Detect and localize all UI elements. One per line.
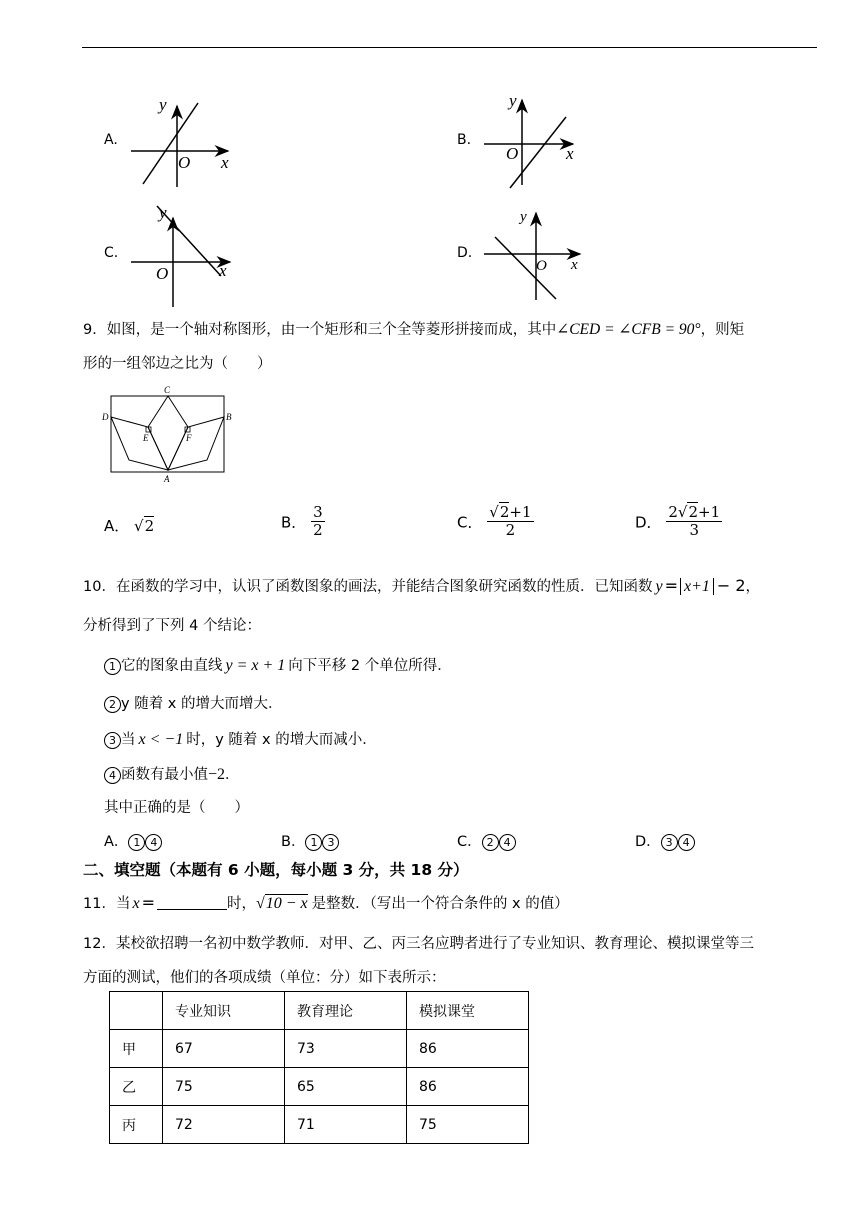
option-letter: A． <box>104 834 129 850</box>
circled-number: 2 <box>104 696 121 713</box>
circled-number: 1 <box>305 834 322 851</box>
q11-answer-blank[interactable] <box>157 895 227 910</box>
table-cell: 72 <box>163 1106 285 1144</box>
x-label: x <box>571 257 578 273</box>
left-rhombus <box>111 417 168 470</box>
option-d-letter: D. <box>457 245 473 261</box>
circled-number: 1 <box>128 834 145 851</box>
option-letter: A． <box>104 517 130 535</box>
origin-label: O <box>156 264 169 283</box>
origin-label: O <box>506 144 519 163</box>
table-cell: 丙 <box>110 1106 163 1144</box>
q9-stem-line1 <box>83 318 744 339</box>
x-label: x <box>221 153 229 172</box>
graph-option-a <box>125 90 245 195</box>
table-row <box>110 1068 529 1106</box>
func-eq: = <box>664 576 678 595</box>
q10-conclusion-1 <box>104 654 452 675</box>
q9-figure <box>100 383 240 483</box>
table-header-cell: 教育理论 <box>285 992 407 1030</box>
q9-option-c: C． $\frac{√2+1}{2}$ <box>457 503 532 540</box>
q10-stem-line1 <box>83 575 760 596</box>
c3-expr: x < −1 <box>138 731 184 748</box>
circled-number: 3 <box>661 834 678 851</box>
q12-stem-line1: 12．某校欲招聘一名初中数学教师．对甲、乙、丙三名应聘者进行了专业知识、教育理论、模拟课堂等三 <box>83 936 754 952</box>
circled-number: 3 <box>322 834 339 851</box>
func-y: y <box>655 578 663 595</box>
option-a-letter: A. <box>104 132 118 148</box>
q9-option-b <box>281 504 325 540</box>
graph-option-d <box>480 205 590 303</box>
circled-number: 4 <box>678 834 695 851</box>
q9-text: 9．如图，是一个轴对称图形，由一个矩形和三个全等菱形拼接而成，其中 <box>83 322 557 338</box>
q11-text-mid: 时， <box>226 896 256 912</box>
c4-text: 函数有最小值 <box>121 767 208 783</box>
table-header-cell: 模拟课堂 <box>407 992 529 1030</box>
q12-stem-line2: 方面的测试，他们的各项成绩（单位：分）如下表所示： <box>83 970 446 986</box>
c2-text: y 随着 x 的增大而增大． <box>121 696 283 712</box>
q9-condition: ∠CED = ∠CFB = 90° <box>556 321 701 338</box>
option-b-letter: B. <box>457 132 472 148</box>
func-abs: x+1 <box>680 578 714 595</box>
label-c: C <box>164 385 171 395</box>
q11-stem: 11．当 x = 时，√10 − x 是整数．（写出一个符合条件的 x 的值） <box>83 893 569 912</box>
circled-number: 4 <box>145 834 162 851</box>
c1-text-tail: 向下平移 2 个单位所得． <box>288 658 452 674</box>
x-label: x <box>566 144 574 163</box>
option-denominator: 2 <box>505 521 516 540</box>
option-letter: B． <box>281 513 307 532</box>
table-cell: 65 <box>285 1068 407 1106</box>
q9-text-tail: ，则矩 <box>700 322 745 338</box>
option-numerator-rest: +1 <box>509 503 532 521</box>
graph-option-b <box>480 88 590 193</box>
label-f: F <box>186 433 192 443</box>
func-comma: ， <box>745 579 761 595</box>
c4-text-tail: ． <box>225 767 240 783</box>
table-row <box>110 1106 529 1144</box>
table-cell: 86 <box>407 1030 529 1068</box>
q11-x: x <box>132 895 140 912</box>
label-a: A <box>164 474 170 483</box>
right-rhombus <box>168 417 224 470</box>
circled-number: 1 <box>104 658 121 675</box>
option-radicand: 2 <box>499 503 510 521</box>
page-header-rule <box>82 47 817 48</box>
rectangle <box>111 396 224 472</box>
c3-text-tail: 时，y 随着 x 的增大而减小． <box>186 732 377 748</box>
q10-conclusion-2 <box>104 692 283 713</box>
func-rest: − 2 <box>716 576 746 595</box>
c4-value: −2 <box>208 766 226 783</box>
q10-prompt: 其中正确的是（ ） <box>104 800 249 816</box>
table-cell: 73 <box>285 1030 407 1068</box>
c1-text: 它的图象由直线 <box>121 658 223 674</box>
option-letter: C． <box>457 834 482 850</box>
option-c-letter: C. <box>104 245 119 261</box>
table-row <box>110 1030 529 1068</box>
q11-eq: = <box>141 893 155 912</box>
q10-conclusion-4 <box>104 763 240 784</box>
circled-number: 4 <box>499 834 516 851</box>
x-label: x <box>219 261 227 280</box>
option-numerator: 3 <box>313 503 323 521</box>
q10-conclusion-3 <box>104 728 377 749</box>
label-d: D <box>102 412 109 422</box>
q10-option-a <box>104 830 162 851</box>
q10-option-c <box>457 830 516 851</box>
table-cell: 86 <box>407 1068 529 1106</box>
table-cell: 乙 <box>110 1068 163 1106</box>
section-2-title: 二、填空题（本题有 6 小题，每小题 3 分，共 18 分） <box>83 861 469 879</box>
option-letter: D． <box>635 513 662 532</box>
q11-radicand: 10 − x <box>265 895 308 912</box>
table-header-cell <box>110 992 163 1030</box>
table-cell: 75 <box>407 1106 529 1144</box>
y-label: y <box>509 91 517 110</box>
circled-number: 4 <box>104 767 121 784</box>
q10-option-d <box>635 830 695 851</box>
function-line <box>495 237 556 299</box>
graph-option-c <box>125 198 245 310</box>
circled-number: 3 <box>104 732 121 749</box>
score-table <box>109 991 529 1144</box>
q10-text: 10．在函数的学习中，认识了函数图象的画法，并能结合图象研究函数的性质．已知函数 <box>83 579 653 595</box>
c3-text: 当 <box>121 732 136 748</box>
table-cell: 67 <box>163 1030 285 1068</box>
q11-text-tail: 是整数．（写出一个符合条件的 x 的值） <box>311 896 569 912</box>
function-line <box>510 117 566 188</box>
label-e: E <box>143 433 149 443</box>
q10-stem-line2: 分析得到了下列 4 个结论： <box>83 618 261 634</box>
option-letter: C． <box>457 513 483 532</box>
option-denominator: 2 <box>313 521 323 540</box>
option-letter: B． <box>281 834 306 850</box>
q10-option-b <box>281 830 339 851</box>
option-numerator-rest: +1 <box>698 503 721 521</box>
q9-stem-line2: 形的一组邻边之比为（ ） <box>83 356 272 372</box>
origin-label: O <box>536 258 547 274</box>
q9-option-a: A． √2 <box>104 517 155 535</box>
circled-number: 2 <box>482 834 499 851</box>
table-header-row <box>110 992 529 1030</box>
option-radicand: 2 <box>688 503 698 521</box>
label-b: B <box>226 412 232 422</box>
option-denominator: 3 <box>689 521 699 540</box>
option-radicand: 2 <box>144 517 155 535</box>
table-cell: 75 <box>163 1068 285 1106</box>
table-header-cell: 专业知识 <box>163 992 285 1030</box>
table-cell: 甲 <box>110 1030 163 1068</box>
c1-expr: y = x + 1 <box>225 657 286 674</box>
q11-text: 11．当 <box>83 896 131 912</box>
option-letter: D． <box>635 834 661 850</box>
q9-option-d: D． $\frac{2√2+1}{3}$ <box>635 503 721 540</box>
center-rhombus <box>148 396 188 470</box>
table-cell: 71 <box>285 1106 407 1144</box>
option-coefficient: 2 <box>668 503 678 521</box>
origin-label: O <box>178 153 191 172</box>
y-label: y <box>159 203 167 222</box>
y-label: y <box>520 209 527 225</box>
y-label: y <box>159 95 167 114</box>
